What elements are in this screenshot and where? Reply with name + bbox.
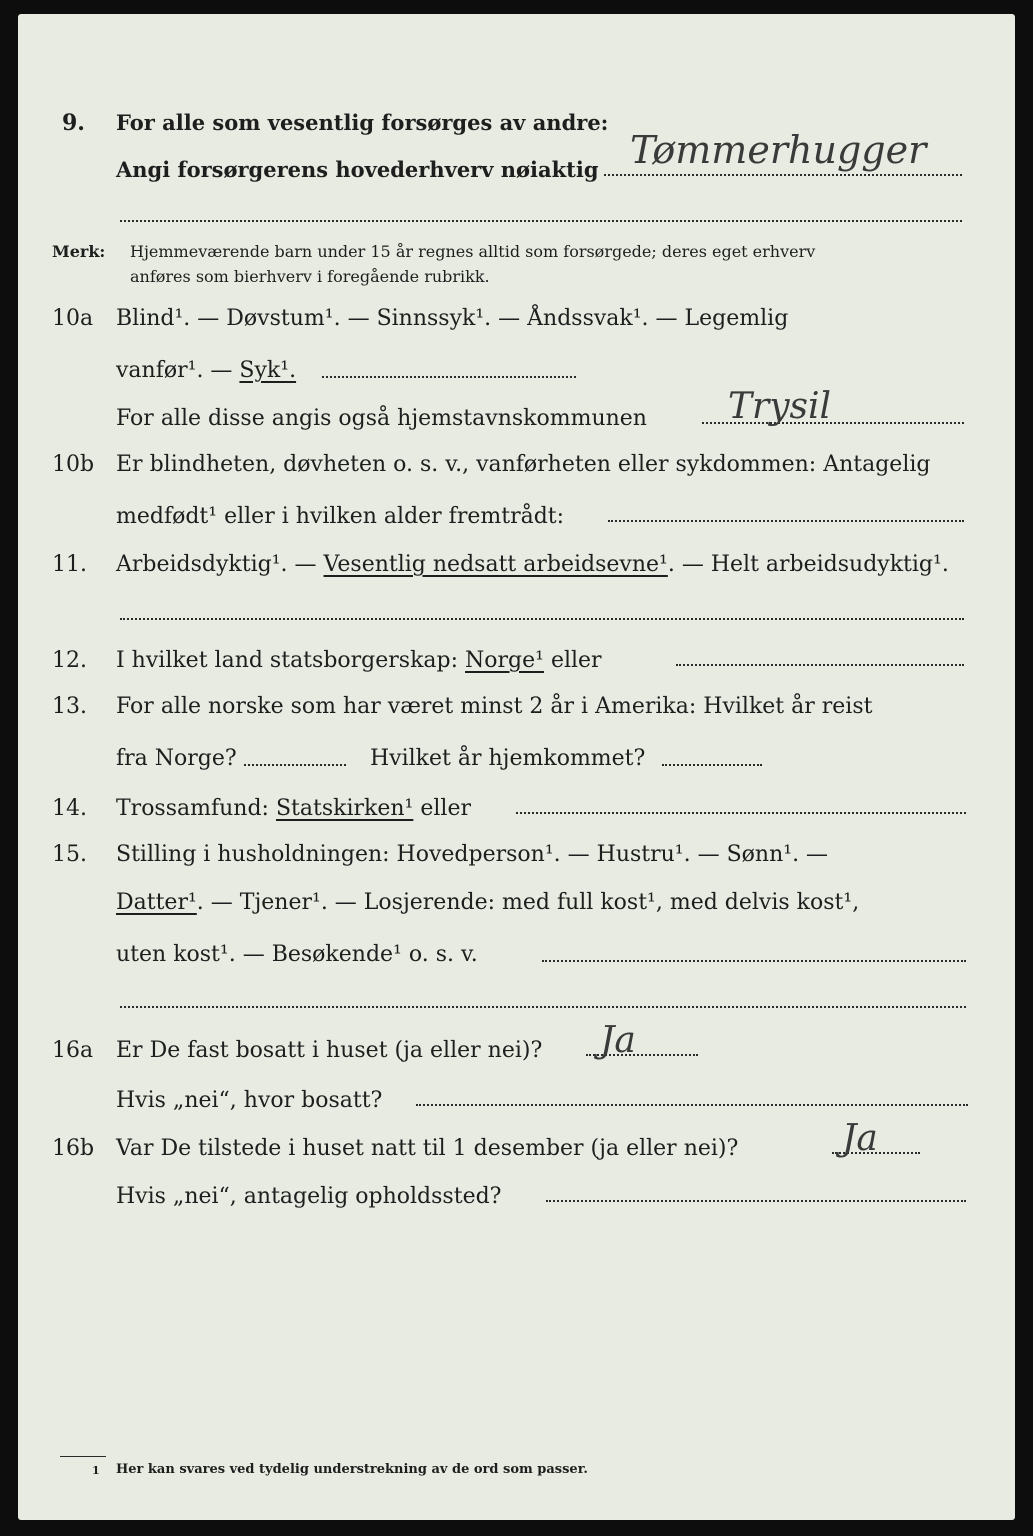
q15-datter-underlined: Datter¹ (116, 890, 197, 915)
q10a-handwritten-answer: Trysil (728, 386, 832, 427)
q15-line2: Datter¹. — Tjener¹. — Losjerende: med full kost¹, med delvis kost¹, (116, 890, 860, 915)
q16b-number: 16b (52, 1136, 95, 1161)
q10a-line1: Blind¹. — Døvstum¹. — Sinnssyk¹. — Åndssvak¹. — Legemlig (116, 306, 789, 331)
q13-line2a: fra Norge? (116, 746, 237, 771)
q9-line2: Angi forsørgerens hovederhverv nøiaktig (116, 157, 599, 182)
q16b-line2: Hvis „nei“, antagelig opholdssted? (116, 1184, 502, 1209)
q9-handwritten-answer: Tømmerhugger (630, 128, 927, 172)
q10a-number: 10a (52, 306, 94, 331)
q13-line2b: Hvilket år hjemkommet? (370, 746, 646, 771)
merk-label: Merk: (52, 242, 106, 261)
q11-underlined-answer: Vesentlig nedsatt arbeidsevne¹ (323, 552, 668, 577)
q13-number: 13. (52, 694, 87, 719)
q11-extra-line (120, 618, 964, 620)
q15-extra-line (120, 1006, 966, 1008)
q15-number: 15. (52, 842, 87, 867)
q10a-line2: vanfør¹. — Syk¹. (116, 358, 297, 383)
merk-line1: Hjemmeværende barn under 15 år regnes alltid som forsørgede; deres eget erhverv (130, 242, 816, 261)
q14-number: 14. (52, 796, 87, 821)
q10a-syk-line (322, 376, 576, 378)
q12-norge-underlined: Norge¹ (465, 648, 544, 673)
merk-line2: anføres som bierhverv i foregående rubrikk. (130, 267, 490, 286)
q14-line: Trossamfund: Statskirken¹ eller (116, 796, 471, 821)
footnote-rule (60, 1456, 106, 1457)
q16b-line1: Var De tilstede i huset natt til 1 desember (ja eller nei)? (116, 1136, 739, 1161)
q9-extra-line (120, 220, 962, 222)
q10b-answer-line (608, 520, 964, 522)
q11-line: Arbeidsdyktig¹. — Vesentlig nedsatt arbeidsevne¹. — Helt arbeidsudyktig¹. (116, 552, 949, 577)
q9-answer-line (604, 174, 962, 176)
q15-line3: uten kost¹. — Besøkende¹ o. s. v. (116, 942, 478, 967)
footnote-text: Her kan svares ved tydelig understrekning av de ord som passer. (116, 1462, 588, 1477)
q16a-line1: Er De fast bosatt i huset (ja eller nei)? (116, 1038, 543, 1063)
q16b-handwritten-answer: Ja (842, 1118, 878, 1159)
q10b-line1: Er blindheten, døvheten o. s. v., vanførheten eller sykdommen: Antagelig (116, 452, 931, 477)
q12-number: 12. (52, 648, 87, 673)
q9-number: 9. (62, 110, 85, 136)
q15-answer-line (542, 960, 966, 962)
q16a-number: 16a (52, 1038, 94, 1063)
footnote-mark: 1 (92, 1464, 100, 1477)
q11-number: 11. (52, 552, 87, 577)
q16a-bosatt-line (416, 1104, 968, 1106)
q10a-line3: For alle disse angis også hjemstavnskommunen (116, 406, 647, 431)
q13-line1: For alle norske som har været minst 2 år i Amerika: Hvilket år reist (116, 694, 873, 719)
q12-line: I hvilket land statsborgerskap: Norge¹ eller (116, 648, 602, 673)
q16a-handwritten-answer: Ja (600, 1020, 636, 1061)
q16a-line2: Hvis „nei“, hvor bosatt? (116, 1088, 383, 1113)
q10a-syk-underlined: Syk¹. (239, 358, 297, 383)
q9-line1: For alle som vesentlig forsørges av andre: (116, 110, 609, 135)
q10b-line2: medfødt¹ eller i hvilken alder fremtrådt: (116, 504, 565, 529)
q14-answer-line (516, 812, 966, 814)
q13-reist-line (244, 764, 346, 766)
q13-hjemkommet-line (662, 764, 762, 766)
q14-statskirken-underlined: Statskirken¹ (275, 796, 414, 821)
q10b-number: 10b (52, 452, 95, 477)
q12-answer-line (676, 664, 964, 666)
q15-line1: Stilling i husholdningen: Hovedperson¹. — Hustru¹. — Sønn¹. — (116, 842, 829, 867)
q16b-opholdssted-line (546, 1200, 966, 1202)
